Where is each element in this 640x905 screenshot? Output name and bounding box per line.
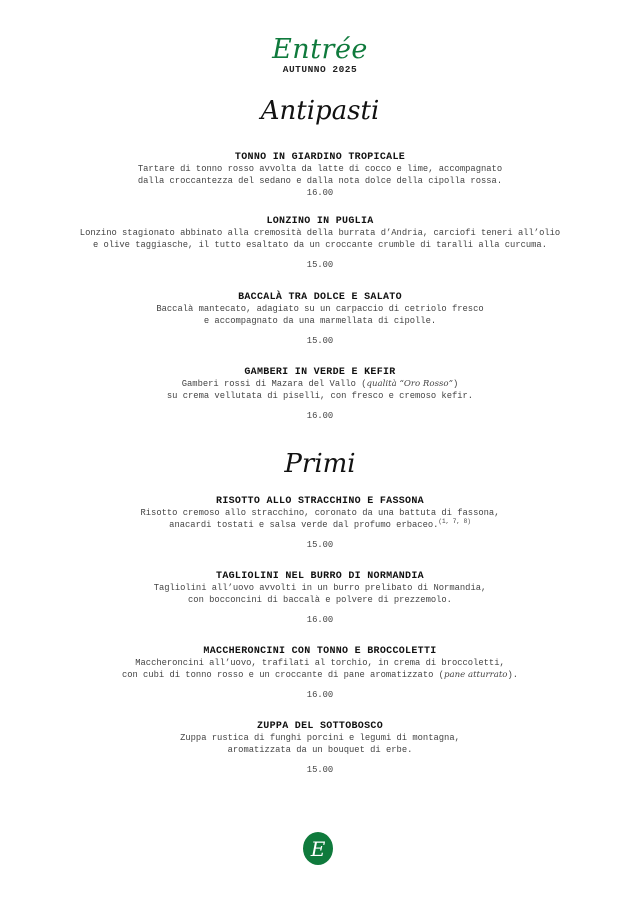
dish-price: 16.00	[306, 690, 334, 700]
dish-price: 15.00	[306, 540, 334, 550]
menu-item	[40, 496, 600, 551]
dish-name: BACCALÀ TRA DOLCE E SALATO	[238, 292, 402, 303]
dish-description: Tagliolini all’uovo avvolti in un burro prelibato di Normandia, con bocconcini di baccalà e polvere di prezzemolo.	[153, 583, 487, 605]
section-title-primi: Primi	[284, 449, 356, 479]
menu-item	[40, 292, 600, 347]
dish-price: 16.00	[306, 615, 334, 625]
dish-name: TONNO IN GIARDINO TROPICALE	[234, 152, 406, 163]
dish-price: 16.00	[306, 411, 334, 421]
menu-item	[40, 646, 600, 701]
dish-price: 15.00	[306, 336, 334, 346]
season-label: AUTUNNO 2025	[282, 64, 358, 75]
dish-price: 15.00	[306, 260, 334, 270]
dish-name: GAMBERI IN VERDE E KEFIR	[244, 367, 396, 378]
dish-description: Maccheroncini all’uovo, trafilati al torchio, in crema di broccoletti, con cubi di tonno rosso e un croccante di pane aromatizzato (pane atturrato).	[121, 658, 519, 680]
menu-item	[40, 721, 600, 776]
section-title-antipasti: Antipasti	[260, 96, 380, 126]
dish-name: LONZINO IN PUGLIA	[266, 216, 374, 227]
menu-item	[40, 571, 600, 626]
brand-logo-text: Entrée	[272, 34, 368, 65]
dish-description: Zuppa rustica di funghi porcini e legumi di montagna, aromatizzata da un bouquet di erbe.	[180, 733, 460, 755]
dish-name: ZUPPA DEL SOTTOBOSCO	[256, 721, 384, 732]
dish-name: TAGLIOLINI NEL BURRO DI NORMANDIA	[216, 571, 424, 582]
menu-item	[40, 152, 600, 199]
menu-item	[40, 216, 600, 271]
menu-item	[40, 367, 600, 422]
dish-price: 16.00	[306, 188, 334, 198]
dish-name: RISOTTO ALLO STRACCHINO E FASSONA	[216, 496, 424, 507]
menu-header	[0, 36, 640, 75]
dish-description: Risotto cremoso allo stracchino, coronato da una battuta di fassona, anacardi tostati e salsa verde dal profumo erbaceo.$^{(1, 7, 8)}$	[140, 508, 500, 530]
brand-monogram-logo: E	[303, 832, 333, 865]
dish-description: Baccalà mantecato, adagiato su un carpaccio di cetriolo fresco e accompagnato da una marmellata di cipolle.	[156, 304, 484, 326]
allergen-codes: (1, 7, 8)	[438, 517, 471, 525]
dish-description: Tartare di tonno rosso avvolta da latte di cocco e lime, accompagnato dalla croccantezza del sedano e dalla nota dolce della cipolla rossa.	[137, 164, 503, 186]
dish-price: 15.00	[306, 765, 334, 775]
dish-name: MACCHERONCINI CON TONNO E BROCCOLETTI	[203, 646, 437, 657]
dish-description: Lonzino stagionato abbinato alla cremosità della burrata d’Andria, carciofi teneri all’olio e olive taggiasche, il tutto esaltato da un croccante crumble di taralli alla curcuma.	[79, 228, 561, 250]
dish-description: Gamberi rossi di Mazara del Vallo (qualità “Oro Rosso”) su crema vellutata di piselli, con fresco e cremoso kefir.	[166, 379, 474, 401]
